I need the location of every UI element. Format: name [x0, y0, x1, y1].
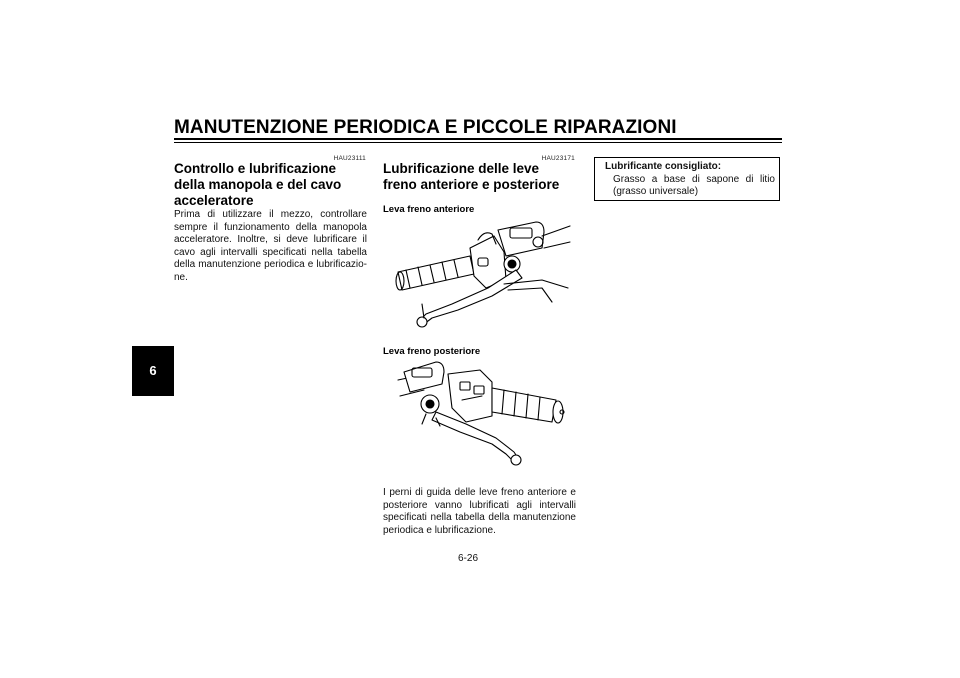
rear-brake-lever-illustration — [396, 360, 576, 472]
section-title-throttle: Controllo e lubrificazione della manopola e del cavo acceleratore — [174, 161, 342, 208]
header-rule-thick — [174, 138, 782, 140]
section-body-throttle: Prima di utilizzare il mezzo, controllare sempre il funzionamento della manopola acceleratore. Inoltre, si deve lubrificare il cavo agli intervalli specificati nella tabella della manutenzione periodica e lubrificazio-ne. — [174, 209, 367, 283]
recommended-lubricant-text: Grasso a base di sapone di litio (grasso universale) — [613, 174, 775, 197]
page-number: 6-26 — [458, 553, 479, 564]
section-body-brake-levers: I perni di guida delle leve freno anteriore e posteriore vanno lubrificati agli intervalli specificati nella tabella della manutenzione periodica e lubrificazione. — [383, 487, 576, 536]
chapter-tab: 6 — [132, 346, 174, 396]
section-code-brake-levers: HAU23171 — [541, 155, 575, 162]
header-rule-thin — [174, 142, 782, 143]
rear-brake-label: Leva freno posteriore — [383, 346, 481, 357]
front-brake-lever-illustration — [392, 218, 572, 333]
front-brake-label: Leva freno anteriore — [383, 204, 475, 215]
recommended-lubricant-title: Lubrificante consigliato: — [605, 161, 722, 172]
section-title-brake-levers: Lubrificazione delle leve freno anteriore e posteriore — [383, 161, 560, 192]
recommended-lubricant-box — [594, 157, 780, 201]
page-title: MANUTENZIONE PERIODICA E PICCOLE RIPARAZIONI — [174, 117, 677, 138]
section-code-throttle: HAU23111 — [333, 155, 366, 162]
